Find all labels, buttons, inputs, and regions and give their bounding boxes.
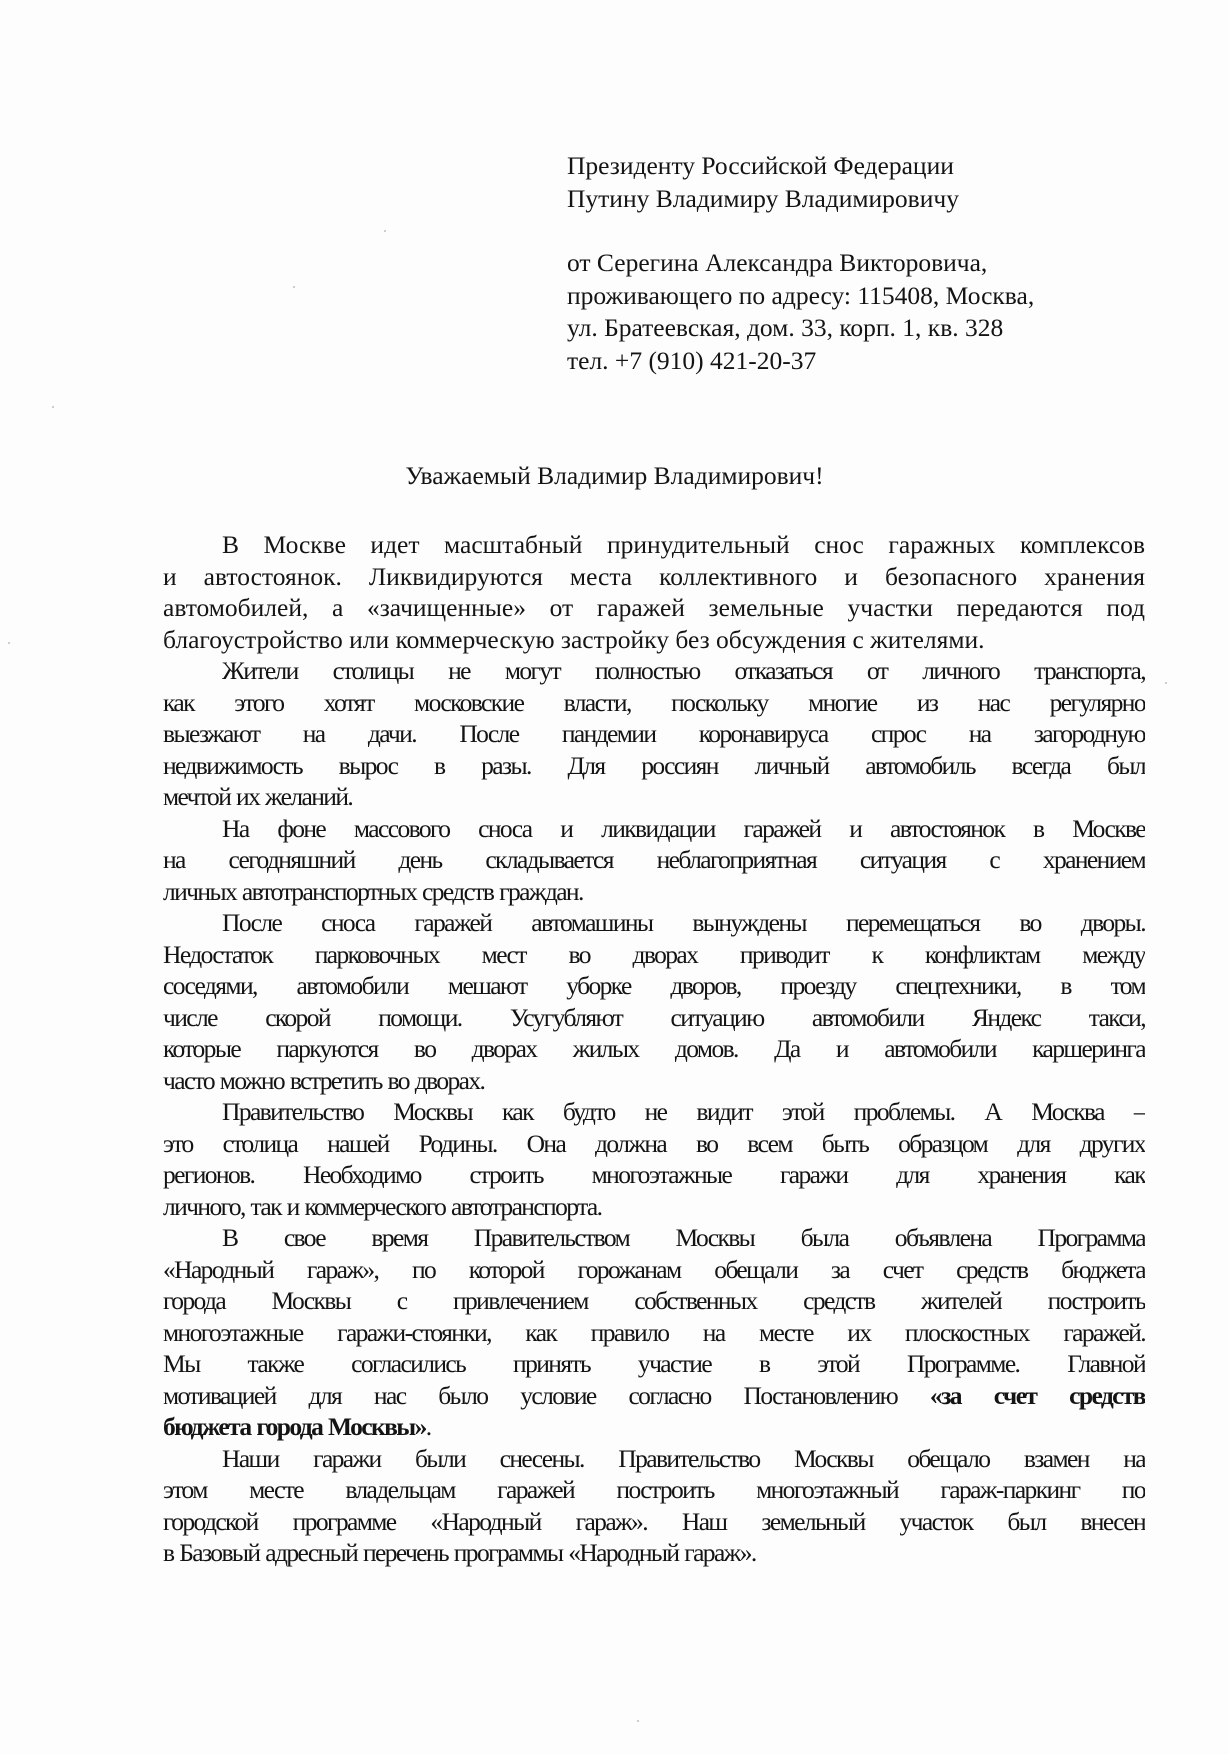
address-block <box>567 150 1034 377</box>
bold-quote-part-1: «за счет средств <box>929 1380 1145 1410</box>
text-line: которые паркуются во дворах жилых домов. Да и автомобили каршеринга <box>163 1034 1145 1063</box>
text-line: недвижимость вырос в разы. Для россиян личный автомобиль всегда был <box>163 750 1145 780</box>
sender-street-line: ул. Братеевская, дом. 33, корп. 1, кв. 328 <box>567 313 1004 342</box>
paragraph-3 <box>163 813 1145 908</box>
bold-quote-part-2: бюджета города Москвы» <box>163 1412 426 1441</box>
text-line: города Москвы с привлечением собственных средств жителей построить <box>163 1286 1145 1315</box>
paragraph-6 <box>163 1222 1145 1443</box>
greeting: Уважаемый Владимир Владимирович! <box>405 461 824 490</box>
text-line: многоэтажные гаражи-стоянки, как правило на месте их плоскостных гаражей. <box>163 1317 1145 1347</box>
scan-speck <box>1165 682 1167 684</box>
letter-body <box>163 529 1145 1569</box>
text-line: это столица нашей Родины. Она должна во всем быть образцом для других <box>163 1128 1145 1158</box>
sender-phone: тел. +7 (910) 421-20-37 <box>567 345 817 375</box>
text-line: мечтой их желаний. <box>163 782 353 811</box>
scan-speck <box>52 406 54 408</box>
text-line: как этого хотят московские власти, поскольку многие из нас регулярно <box>163 687 1145 717</box>
text-line: Недостаток парковочных мест во дворах приводит к конфликтам между <box>163 939 1145 969</box>
scan-speck <box>8 642 10 644</box>
text-line: городской программе «Народный гараж». Наш земельный участок был внесен <box>163 1506 1145 1536</box>
paragraph-7 <box>163 1443 1145 1569</box>
text-line: благоустройство или коммерческую застройку без обсуждения с жителями. <box>163 624 985 654</box>
paragraph-5 <box>163 1096 1145 1222</box>
text-line: личного, так и коммерческого автотранспорта. <box>163 1191 602 1221</box>
paragraph-2 <box>163 655 1145 813</box>
text-line: часто можно встретить во дворах. <box>163 1065 485 1095</box>
text-line: После сноса гаражей автомашины вынуждены перемещаться во дворы. <box>222 908 1145 937</box>
text-line: регионов. Необходимо строить многоэтажные гаражи для хранения как <box>163 1160 1145 1189</box>
text-line: числе скорой помощи. Усугубляют ситуацию автомобили Яндекс такси, <box>163 1002 1145 1032</box>
text-line: выезжают на дачи. После пандемии коронавируса спрос на загородную <box>163 719 1145 748</box>
text-line: этом месте владельцам гаражей построить многоэтажный гараж-паркинг по <box>163 1475 1145 1504</box>
text-line: Наши гаражи были снесены. Правительство Москвы обещало взамен на <box>222 1443 1145 1473</box>
text-line: в Базовый адресный перечень программы «Народный гараж». <box>163 1538 756 1567</box>
text-line: В Москве идет масштабный принудительный снос гаражных комплексов <box>222 530 1145 559</box>
text-fragment: . <box>425 1412 431 1441</box>
text-line: на сегодняшний день складывается неблагоприятная ситуация с хранением <box>163 845 1145 874</box>
text-line: соседями, автомобили мешают уборке дворов, проезду спецтехники, в том <box>163 971 1145 1000</box>
scan-speck <box>384 230 386 232</box>
text-line: Мы также согласились принять участие в этой Программе. Главной <box>163 1349 1145 1378</box>
text-line: В свое время Правительством Москвы была объявлена Программа <box>222 1223 1145 1252</box>
sender-address-line: проживающего по адресу: 115408, Москва, <box>567 280 1035 310</box>
text-line: На фоне массового сноса и ликвидации гаражей и автостоянок в Москве <box>222 813 1145 843</box>
scan-speck <box>637 1720 639 1722</box>
paragraph-1 <box>163 529 1145 655</box>
recipient-name: Путину Владимиру Владимировичу <box>567 183 959 213</box>
text-line-mixed <box>163 1411 1145 1443</box>
text-fragment: мотивацией для нас было условие согласно Постановлению <box>163 1380 930 1410</box>
recipient-title: Президенту Российской Федерации <box>567 151 954 180</box>
text-line: Правительство Москвы как будто не видит этой проблемы. А Москва – <box>222 1097 1145 1126</box>
paragraph-4 <box>163 907 1145 1096</box>
text-line: личных автотранспортных средств граждан. <box>163 876 583 906</box>
text-line: Жители столицы не могут полностью отказаться от личного транспорта, <box>222 656 1145 685</box>
scan-speck <box>293 286 295 288</box>
text-line-mixed <box>163 1380 1145 1412</box>
text-line: «Народный гараж», по которой горожанам обещали за счет средств бюджета <box>163 1254 1145 1284</box>
sender-name: от Серегина Александра Викторовича, <box>567 248 988 277</box>
text-line: автомобилей, а «зачищенные» от гаражей земельные участки передаются под <box>163 593 1145 622</box>
text-line: и автостоянок. Ликвидируются места коллективного и безопасного хранения <box>163 561 1145 591</box>
address-gap <box>567 215 1034 247</box>
